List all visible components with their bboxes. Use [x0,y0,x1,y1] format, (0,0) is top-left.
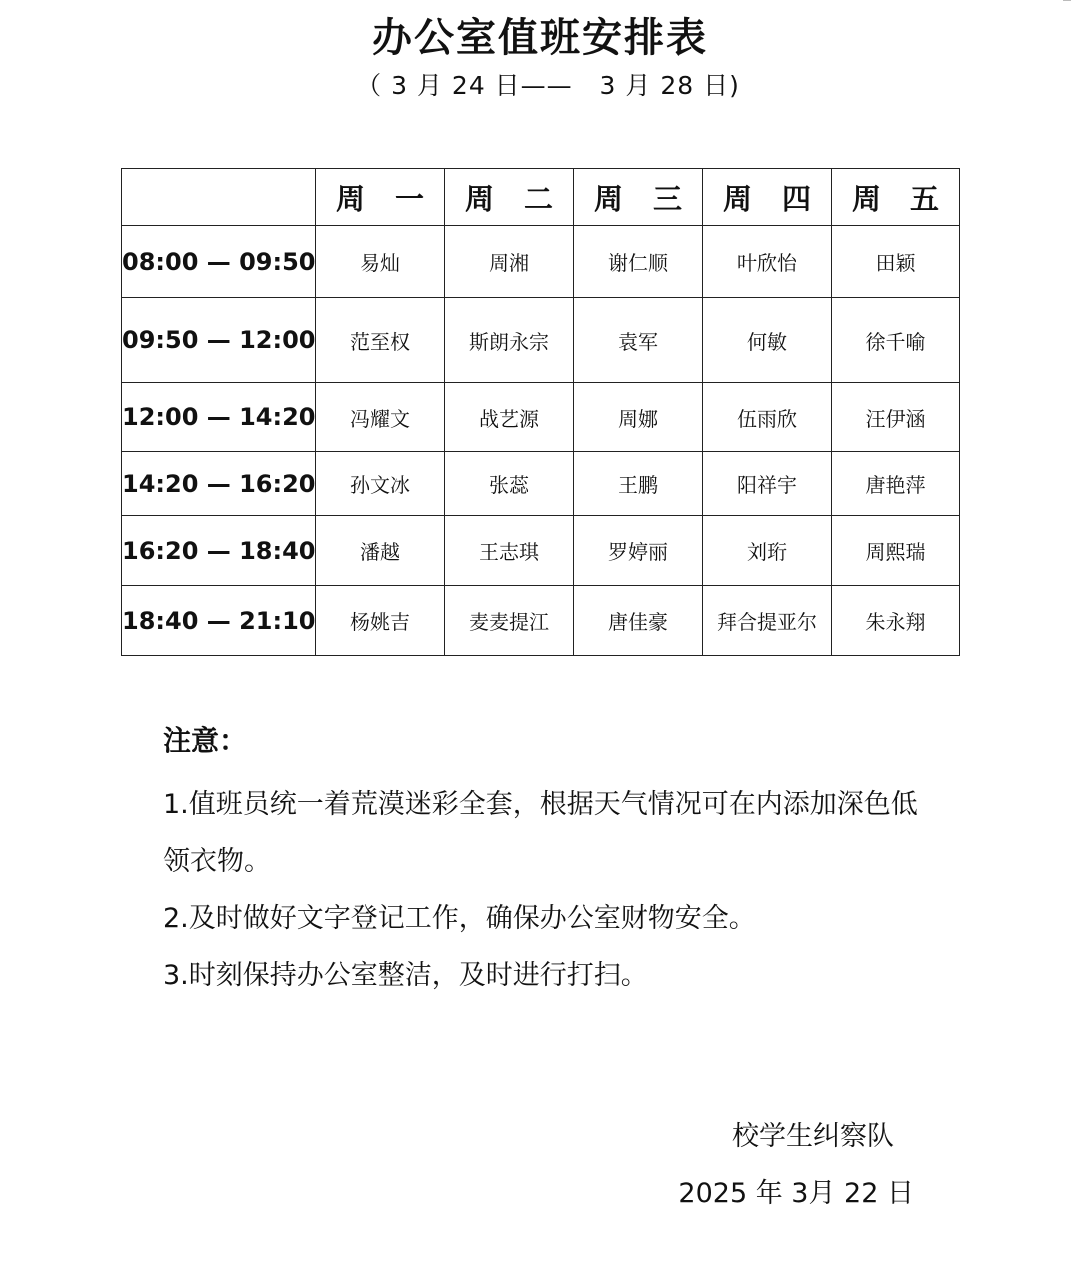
document-title: 办公室值班安排表 [372,15,708,61]
day-name: 三 [652,181,682,216]
notes-section [163,718,933,1004]
duty-name-cell: 朱永翔 [832,586,960,656]
duty-schedule-table [121,168,960,656]
time-slot-cell: 16:20 — 18:40 [122,516,316,586]
duty-name-cell: 刘珩 [703,516,832,586]
day-header-monday [316,169,445,226]
duty-name-cell: 易灿 [316,226,445,298]
table-row [122,383,960,452]
header-corner-cell [122,169,316,226]
day-header-tuesday [445,169,574,226]
duty-name-cell: 伍雨欣 [703,383,832,452]
day-name: 五 [909,181,939,216]
table-row [122,586,960,656]
duty-name-cell: 王志琪 [445,516,574,586]
day-prefix: 周 [594,181,624,216]
note-item: 2.及时做好文字登记工作，确保办公室财物安全。 [163,903,756,934]
issue-date: 2025 年 3月 22 日 [678,1178,914,1209]
day-name: 二 [523,181,553,216]
duty-name-cell: 周娜 [574,383,703,452]
duty-name-cell: 叶欣怡 [703,226,832,298]
table-row [122,226,960,298]
duty-name-cell: 徐千喻 [832,298,960,383]
day-header-friday [832,169,960,226]
time-slot-cell: 09:50 — 12:00 [122,298,316,383]
day-header-thursday [703,169,832,226]
duty-name-cell: 周熙瑞 [832,516,960,586]
day-prefix: 周 [852,181,882,216]
day-prefix: 周 [465,181,495,216]
duty-name-cell: 冯耀文 [316,383,445,452]
duty-name-cell: 唐艳萍 [832,452,960,516]
day-name: 四 [781,181,811,216]
note-item: 3.时刻保持办公室整洁，及时进行打扫。 [163,960,648,991]
time-slot-cell: 08:00 — 09:50 [122,226,316,298]
duty-name-cell: 周湘 [445,226,574,298]
notes-heading: 注意： [163,724,248,757]
duty-name-cell: 范至权 [316,298,445,383]
duty-name-cell: 谢仁顺 [574,226,703,298]
duty-name-cell: 麦麦提江 [445,586,574,656]
day-prefix: 周 [336,181,366,216]
duty-name-cell: 潘越 [316,516,445,586]
table-row [122,298,960,383]
time-slot-cell: 12:00 — 14:20 [122,383,316,452]
duty-name-cell: 杨姚吉 [316,586,445,656]
page-corner-mark [1063,0,1071,5]
day-header-wednesday [574,169,703,226]
date-range: （ 3 月 24 日—— 3 月 28 日) [356,71,740,100]
duty-name-cell: 罗婷丽 [574,516,703,586]
table-row [122,452,960,516]
duty-name-cell: 王鹏 [574,452,703,516]
duty-name-cell: 阳祥宇 [703,452,832,516]
time-slot-cell: 14:20 — 16:20 [122,452,316,516]
duty-name-cell: 张蕊 [445,452,574,516]
duty-name-cell: 汪伊涵 [832,383,960,452]
signature-block [678,1115,914,1216]
note-item: 1.值班员统一着荒漠迷彩全套，根据天气情况可在内添加深色低领衣物。 [163,789,918,877]
duty-name-cell: 斯朗永宗 [445,298,574,383]
duty-name-cell: 孙文冰 [316,452,445,516]
day-prefix: 周 [723,181,753,216]
duty-name-cell: 袁军 [574,298,703,383]
issuing-organization: 校学生纠察队 [732,1121,894,1152]
duty-name-cell: 何敏 [703,298,832,383]
time-slot-cell: 18:40 — 21:10 [122,586,316,656]
table-row [122,516,960,586]
duty-name-cell: 唐佳豪 [574,586,703,656]
duty-name-cell: 拜合提亚尔 [703,586,832,656]
table-header-row [122,169,960,226]
duty-name-cell: 战艺源 [445,383,574,452]
duty-name-cell: 田颖 [832,226,960,298]
day-name: 一 [394,181,424,216]
